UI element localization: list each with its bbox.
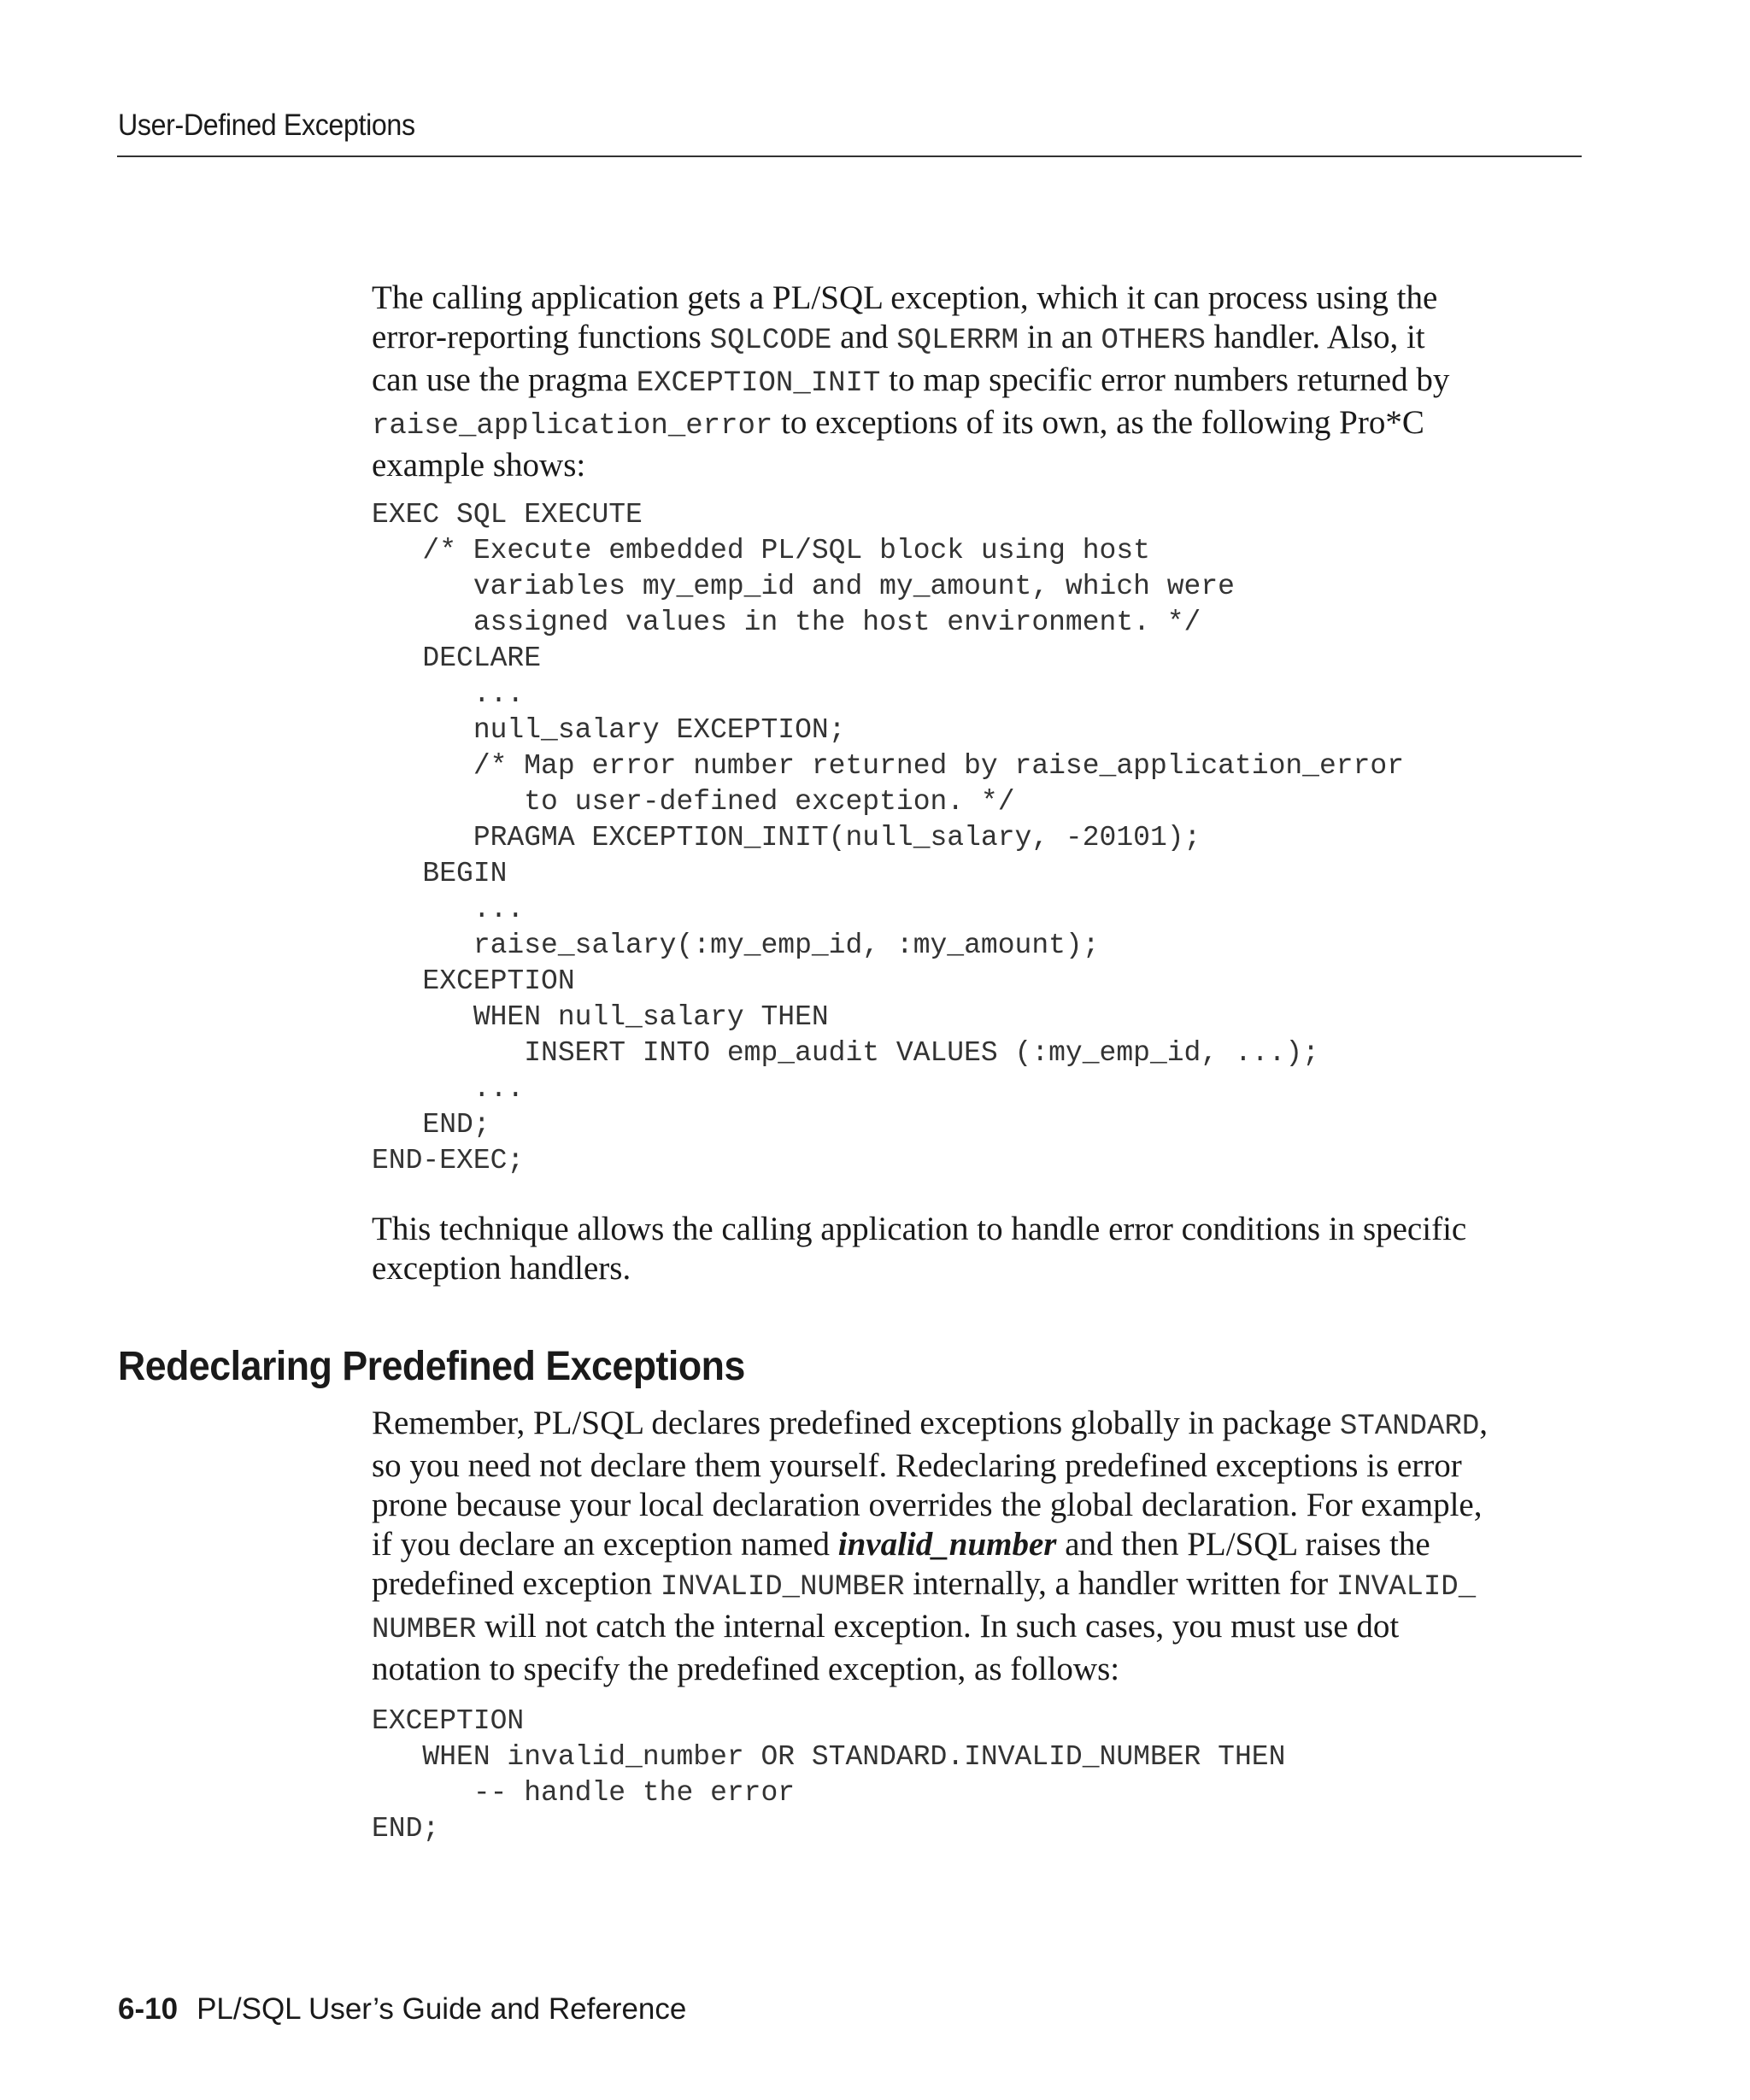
technique-paragraph (372, 1210, 1585, 1288)
text-line: NUMBER will not catch the internal exception. In such cases, you must use dot (372, 1608, 1400, 1646)
dot-notation-code-example: EXCEPTION WHEN invalid_number OR STANDARD.INVALID_NUMBER THEN -- handle the error END; (372, 1705, 1286, 1845)
page-footer (118, 1992, 686, 2027)
text-line: if you declare an exception named invalid_number and then PL/SQL raises the (372, 1526, 1430, 1563)
text-line: predefined exception INVALID_NUMBER internally, a handler written for INVALID_ (372, 1565, 1477, 1604)
inline-code: NUMBER (372, 1614, 477, 1646)
text-line: can use the pragma EXCEPTION_INIT to map specific error numbers returned by (372, 361, 1450, 400)
book-title: PL/SQL User’s Guide and Reference (197, 1992, 687, 2026)
text-line: exception handlers. (372, 1250, 631, 1287)
text-line: prone because your local declaration overrides the global declaration. For example, (372, 1487, 1483, 1523)
text-line: This technique allows the calling application to handle error conditions in specific (372, 1211, 1467, 1247)
inline-code: EXCEPTION_INIT (636, 367, 881, 400)
intro-paragraph (372, 279, 1585, 485)
emphasized-term: invalid_number (837, 1526, 1057, 1563)
header-rule (117, 155, 1582, 157)
text-line: raise_application_error to exceptions of its own, as the following Pro*C (372, 404, 1424, 443)
inline-code: INVALID_ (1336, 1571, 1477, 1604)
page-number: 6-10 (118, 1992, 179, 2026)
text-line: notation to specify the predefined exception, as follows: (372, 1651, 1120, 1687)
inline-code: raise_application_error (372, 410, 773, 443)
text-line: so you need not declare them yourself. Redeclaring predefined exceptions is error (372, 1447, 1462, 1484)
text-line: Remember, PL/SQL declares predefined exceptions globally in package STANDARD, (372, 1405, 1489, 1443)
text-line: error-reporting functions SQLCODE and SQLERRM in an OTHERS handler. Also, it (372, 319, 1425, 357)
redeclaring-paragraph (372, 1404, 1585, 1689)
inline-code: STANDARD (1340, 1411, 1480, 1443)
inline-code: SQLCODE (709, 325, 832, 357)
inline-code: INVALID_NUMBER (660, 1571, 905, 1604)
inline-code: SQLERRM (896, 325, 1019, 357)
text-line: The calling application gets a PL/SQL exception, which it can process using the (372, 279, 1438, 316)
inline-code: OTHERS (1101, 325, 1206, 357)
running-header-title: User-Defined Exceptions (118, 109, 415, 142)
section-heading: Redeclaring Predefined Exceptions (118, 1344, 745, 1389)
proc-code-example: EXEC SQL EXECUTE /* Execute embedded PL/SQL block using host variables my_emp_id and my_amount, which were assigned values in the host environment. */ DECLARE ... null_salary EXCEPTION; /* Map error number returned by raise_application_error to user-defined exception. */ PRAGMA EXCEPTION_INIT(null_salary, -20101); BEGIN ... raise_salary(:my_emp_id, :my_amount); EXCEPTION WHEN null_salary THEN INSERT INTO emp_audit VALUES (:my_emp_id, ...); ... END; END-EXEC; (372, 499, 1404, 1176)
text-line: example shows: (372, 447, 586, 484)
